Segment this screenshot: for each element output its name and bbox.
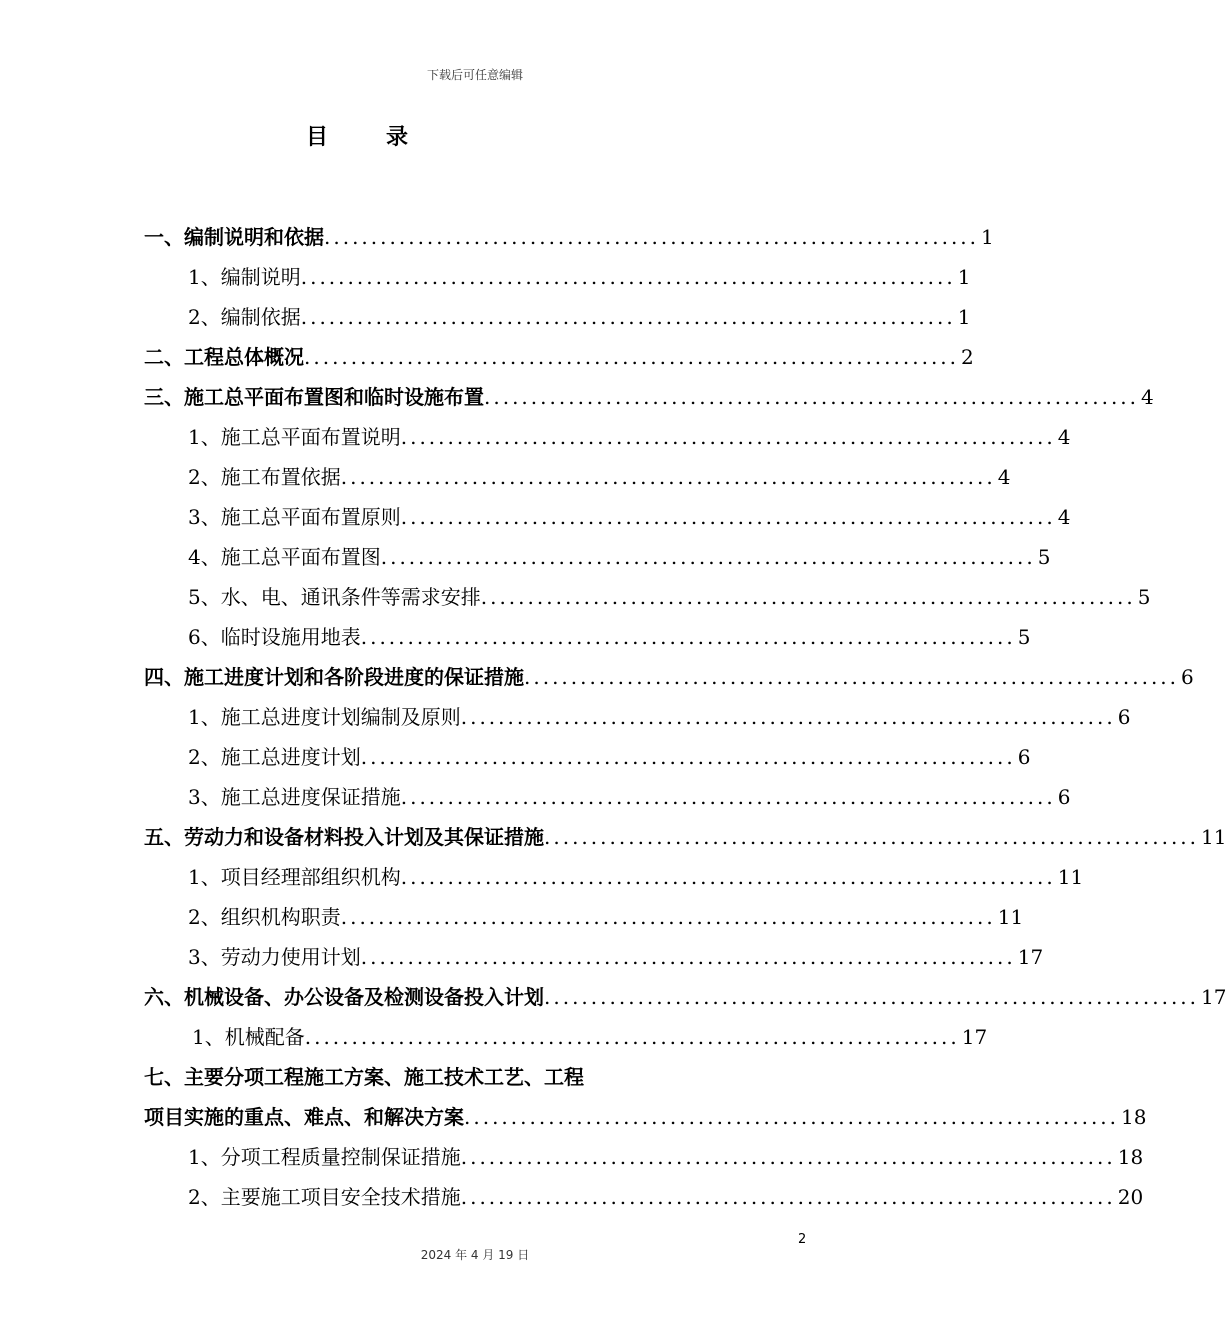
- toc-leader-dots: ......................................................................: [460, 705, 1116, 729]
- toc-entry-page: 5: [1137, 585, 1151, 609]
- toc-entry-label: 六、机械设备、办公设备及检测设备投入计划: [144, 985, 544, 1009]
- toc-entry-7-1[interactable]: [188, 1139, 1144, 1175]
- toc-entry-label: 1、机械配备: [192, 1025, 305, 1049]
- toc-entry-4-2[interactable]: [188, 739, 1031, 775]
- toc-leader-dots: ......................................................................: [544, 985, 1200, 1009]
- toc-leader-dots: ......................................................................: [400, 425, 1056, 449]
- toc-leader-dots: ......................................................................: [340, 905, 996, 929]
- toc-leader-dots: ......................................................................: [460, 1185, 1116, 1209]
- toc-entry-page: 5: [1037, 545, 1051, 569]
- toc-entry-page: 6: [1017, 745, 1031, 769]
- toc-entry-label: 2、组织机构职责: [188, 905, 341, 929]
- toc-entry-page: 4: [1057, 505, 1071, 529]
- toc-entry-label: 1、编制说明: [188, 265, 301, 289]
- toc-leader-dots: ......................................................................: [324, 225, 980, 249]
- toc-entry-label: 2、主要施工项目安全技术措施: [188, 1185, 461, 1209]
- toc-entry-3-2[interactable]: [188, 459, 1011, 495]
- toc-leader-dots: ......................................................................: [300, 265, 956, 289]
- toc-entry-section-1[interactable]: [144, 219, 994, 255]
- toc-leader-dots: ......................................................................: [360, 945, 1016, 969]
- toc-entry-section-2[interactable]: [144, 339, 974, 375]
- toc-entry-1-1[interactable]: [188, 259, 971, 295]
- toc-entry-section-5[interactable]: [144, 819, 1226, 855]
- toc-entry-5-1[interactable]: [188, 859, 1084, 895]
- toc-entry-section-3[interactable]: [144, 379, 1154, 415]
- toc-entry-label: 3、施工总平面布置原则: [188, 505, 401, 529]
- toc-entry-label: 三、施工总平面布置图和临时设施布置: [144, 385, 484, 409]
- toc-entry-page: 4: [997, 465, 1011, 489]
- toc-entry-label: 4、施工总平面布置图: [188, 545, 381, 569]
- toc-entry-label: 3、施工总进度保证措施: [188, 785, 401, 809]
- toc-entry-page: 5: [1017, 625, 1031, 649]
- toc-entry-page: 4: [1141, 385, 1154, 409]
- toc-title: [0, 120, 950, 152]
- toc-entry-page: 11: [1057, 865, 1084, 889]
- toc-entry-section-6[interactable]: [144, 979, 1226, 1015]
- toc-entry-1-2[interactable]: [188, 299, 971, 335]
- toc-entry-label: 七、主要分项工程施工方案、施工技术工艺、工程: [144, 1065, 584, 1089]
- toc-entry-page: 2: [961, 345, 974, 369]
- toc-entry-label: 五、劳动力和设备材料投入计划及其保证措施: [144, 825, 544, 849]
- toc-entry-page: 17: [961, 1025, 988, 1049]
- toc-leader-dots: ......................................................................: [480, 585, 1136, 609]
- toc-leader-dots: ......................................................................: [400, 785, 1056, 809]
- toc-entry-page: 4: [1057, 425, 1071, 449]
- toc-entry-label: 四、施工进度计划和各阶段进度的保证措施: [144, 665, 524, 689]
- toc-entry-label: 一、编制说明和依据: [144, 225, 324, 249]
- toc-entry-label: 项目实施的重点、难点、和解决方案: [144, 1105, 464, 1129]
- toc-entry-label: 1、项目经理部组织机构: [188, 865, 401, 889]
- toc-entry-label: 2、施工总进度计划: [188, 745, 361, 769]
- toc-leader-dots: ......................................................................: [464, 1105, 1120, 1129]
- toc-entry-section-4[interactable]: [144, 659, 1194, 695]
- toc-entry-page: 1: [957, 265, 971, 289]
- toc-entry-5-3[interactable]: [188, 939, 1044, 975]
- toc-entry-3-6[interactable]: [188, 619, 1031, 655]
- toc-leader-dots: ......................................................................: [300, 305, 956, 329]
- toc-leader-dots: ......................................................................: [400, 865, 1056, 889]
- toc-entry-page: 6: [1057, 785, 1071, 809]
- toc-entry-label: 1、分项工程质量控制保证措施: [188, 1145, 461, 1169]
- toc-entry-page: 11: [997, 905, 1024, 929]
- toc-entry-label: 二、工程总体概况: [144, 345, 304, 369]
- toc-entry-label: 6、临时设施用地表: [188, 625, 361, 649]
- toc-entry-5-2[interactable]: [188, 899, 1024, 935]
- toc-entry-page: 17: [1201, 985, 1226, 1009]
- toc-entry-6-1[interactable]: [192, 1019, 988, 1055]
- toc-leader-dots: ......................................................................: [484, 385, 1140, 409]
- toc-entry-page: 1: [981, 225, 994, 249]
- toc-entry-page: 20: [1117, 1185, 1144, 1209]
- toc-entry-page: 18: [1121, 1105, 1147, 1129]
- toc-entry-3-5[interactable]: [188, 579, 1151, 615]
- toc-entry-page: 11: [1201, 825, 1226, 849]
- toc-entry-label: 2、编制依据: [188, 305, 301, 329]
- toc-entry-4-1[interactable]: [188, 699, 1131, 735]
- toc-entry-page: 6: [1117, 705, 1131, 729]
- toc-entry-page: 6: [1181, 665, 1194, 689]
- toc-leader-dots: ......................................................................: [460, 1145, 1116, 1169]
- toc-leader-dots: ......................................................................: [544, 825, 1200, 849]
- toc-entry-label: 1、施工总平面布置说明: [188, 425, 401, 449]
- toc-entry-page: 17: [1017, 945, 1044, 969]
- page-number: 2: [798, 1232, 807, 1247]
- toc-entry-label: 3、劳动力使用计划: [188, 945, 361, 969]
- toc-entry-7-2[interactable]: [188, 1179, 1144, 1215]
- toc-entry-3-4[interactable]: [188, 539, 1051, 575]
- toc-entry-4-3[interactable]: [188, 779, 1071, 815]
- toc-leader-dots: ......................................................................: [340, 465, 996, 489]
- toc-entry-3-3[interactable]: [188, 499, 1071, 535]
- page-header: 下载后可任意编辑: [426, 68, 523, 82]
- toc-leader-dots: ......................................................................: [524, 665, 1180, 689]
- toc-title-char-2: 录: [386, 124, 409, 150]
- toc-leader-dots: ......................................................................: [360, 745, 1016, 769]
- toc-leader-dots: ......................................................................: [400, 505, 1056, 529]
- page-footer-date: 2024 年 4 月 19 日: [420, 1248, 530, 1262]
- toc-entry-label: 2、施工布置依据: [188, 465, 341, 489]
- toc-entry-section-7-line-1[interactable]: [144, 1059, 755, 1095]
- toc-entry-page: 1: [957, 305, 971, 329]
- toc-leader-dots: ......................................................................: [380, 545, 1036, 569]
- toc-entry-label: 1、施工总进度计划编制及原则: [188, 705, 461, 729]
- toc-entry-section-7-line-2[interactable]: [144, 1099, 1147, 1135]
- toc-leader-dots: ......................................................................: [304, 345, 960, 369]
- toc-entry-page: 18: [1117, 1145, 1144, 1169]
- toc-leader-dots: ......................................................................: [360, 625, 1016, 649]
- toc-leader-dots: ......................................................................: [304, 1025, 960, 1049]
- toc-title-char-1: 目: [306, 124, 329, 150]
- toc-entry-3-1[interactable]: [188, 419, 1071, 455]
- toc-entry-label: 5、水、电、通讯条件等需求安排: [188, 585, 481, 609]
